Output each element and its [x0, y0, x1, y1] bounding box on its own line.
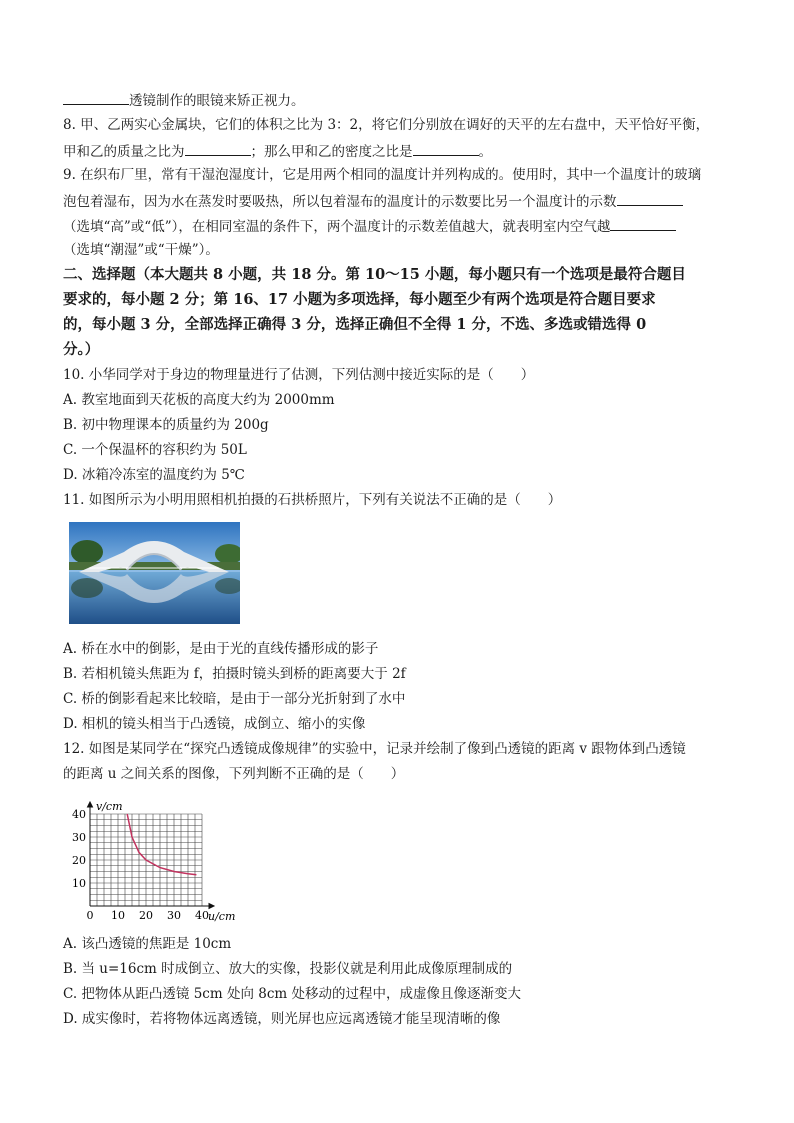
x-tick-label: 20 [139, 909, 153, 922]
q9-text-3: （选填“高”或“低”），在相同室温的条件下，两个温度计的示数差值越大，就表明室内空气越 [63, 219, 611, 235]
q12-option-d: D. 成实像时，若将物体远离透镜，则光屏也应远离透镜才能呈现清晰的像 [63, 1011, 501, 1027]
x-tick-label: 10 [111, 909, 125, 922]
q8-text-c: 。 [478, 144, 492, 160]
q10-option-a: A. 教室地面到天花板的高度大约为 2000mm [63, 392, 335, 408]
q12-option-c: C. 把物体从距凸透镜 5cm 处向 8cm 处移动的过程中，成虚像且像逐渐变大 [63, 986, 521, 1002]
answer-blank[interactable] [185, 141, 251, 156]
q8-line-2 [63, 141, 492, 161]
q11-option-a: A. 桥在水中的倒影，是由于光的直线传播形成的影子 [63, 641, 379, 657]
answer-blank[interactable] [617, 191, 683, 206]
y-tick-label: 20 [72, 854, 86, 867]
q9-text-2: 泡包着湿布，因为水在蒸发时要吸热，所以包着湿布的温度计的示数要比另一个温度计的示数 [63, 194, 617, 210]
answer-blank[interactable] [610, 216, 676, 231]
q7-tail-line [63, 90, 305, 110]
stone-arch-bridge-photo [69, 522, 240, 624]
x-tick-label: 0 [86, 909, 94, 922]
chart-ticks [72, 808, 209, 922]
x-tick-label: 30 [167, 909, 181, 922]
section-heading-line-3: 的，每小题 3 分，全部选择正确得 3 分，选择正确但不全得 1 分，不选、多选或错选得 0 [63, 316, 647, 333]
q12-stem-line-2: 的距离 u 之间关系的图像，下列判断不正确的是（ ） [63, 766, 405, 782]
answer-blank[interactable] [63, 90, 129, 105]
v-u-graph [60, 795, 260, 925]
q10-option-c: C. 一个保温杯的容积约为 50L [63, 442, 247, 458]
v-u-graph-svg [60, 795, 260, 925]
x-axis-label: u/cm [208, 910, 236, 923]
q11-stem: 11. 如图所示为小明用照相机拍摄的石拱桥照片，下列有关说法不正确的是（ ） [63, 492, 562, 508]
x-axis [90, 904, 214, 909]
q11-option-c: C. 桥的倒影看起来比较暗，是由于一部分光折射到了水中 [63, 691, 406, 707]
section-heading-line-2: 要求的，每小题 2 分；第 16、17 小题为多项选择，每小题至少有两个选项是符合题目要求 [63, 291, 656, 308]
q8-text-a: 甲和乙的质量之比为 [63, 144, 185, 160]
answer-blank[interactable] [413, 141, 479, 156]
q9-line-4: （选填“潮湿”或“干燥”）。 [63, 242, 219, 258]
y-tick-label: 10 [72, 877, 86, 890]
q12-option-a: A. 该凸透镜的焦距是 10cm [63, 936, 232, 952]
q10-option-d: D. 冰箱冷冻室的温度约为 5℃ [63, 467, 245, 483]
q11-option-b: B. 若相机镜头焦距为 f，拍摄时镜头到桥的距离要大于 2f [63, 666, 406, 682]
y-axis-label: v/cm [96, 800, 123, 813]
q9-line-1: 9. 在织布厂里，常有干湿泡湿度计，它是用两个相同的温度计并列构成的。使用时，其中一个温度计的玻璃 [63, 167, 702, 183]
x-tick-label: 40 [195, 909, 209, 922]
q12-option-b: B. 当 u=16cm 时成倒立、放大的实像，投影仪就是利用此成像原理制成的 [63, 961, 513, 977]
q11-option-d: D. 相机的镜头相当于凸透镜，成倒立、缩小的实像 [63, 716, 366, 732]
y-tick-label: 40 [72, 808, 86, 821]
section-heading-line-1: 二、选择题（本大题共 8 小题，共 18 分。第 10～15 小题，每小题只有一个选项是最符合题目 [63, 266, 686, 283]
q8-text-b: ；那么甲和乙的密度之比是 [250, 144, 413, 160]
q10-stem: 10. 小华同学对于身边的物理量进行了估测，下列估测中接近实际的是（ ） [63, 367, 535, 383]
q7-tail-text: 透镜制作的眼镜来矫正视力。 [129, 93, 305, 109]
q8-line-1: 8. 甲、乙两实心金属块，它们的体积之比为 3：2，将它们分别放在调好的天平的左右盘中，天平恰好平衡， [63, 117, 710, 133]
q9-line-3 [63, 216, 676, 236]
q12-stem-line-1: 12. 如图是某同学在“探究凸透镜成像规律”的实验中，记录并绘制了像到凸透镜的距离 v 跟物体到凸透镜 [63, 741, 686, 757]
q10-option-b: B. 初中物理课本的质量约为 200g [63, 417, 269, 433]
q9-line-2 [63, 191, 683, 211]
section-heading-line-4: 分。） [63, 341, 100, 358]
y-tick-label: 30 [72, 831, 86, 844]
